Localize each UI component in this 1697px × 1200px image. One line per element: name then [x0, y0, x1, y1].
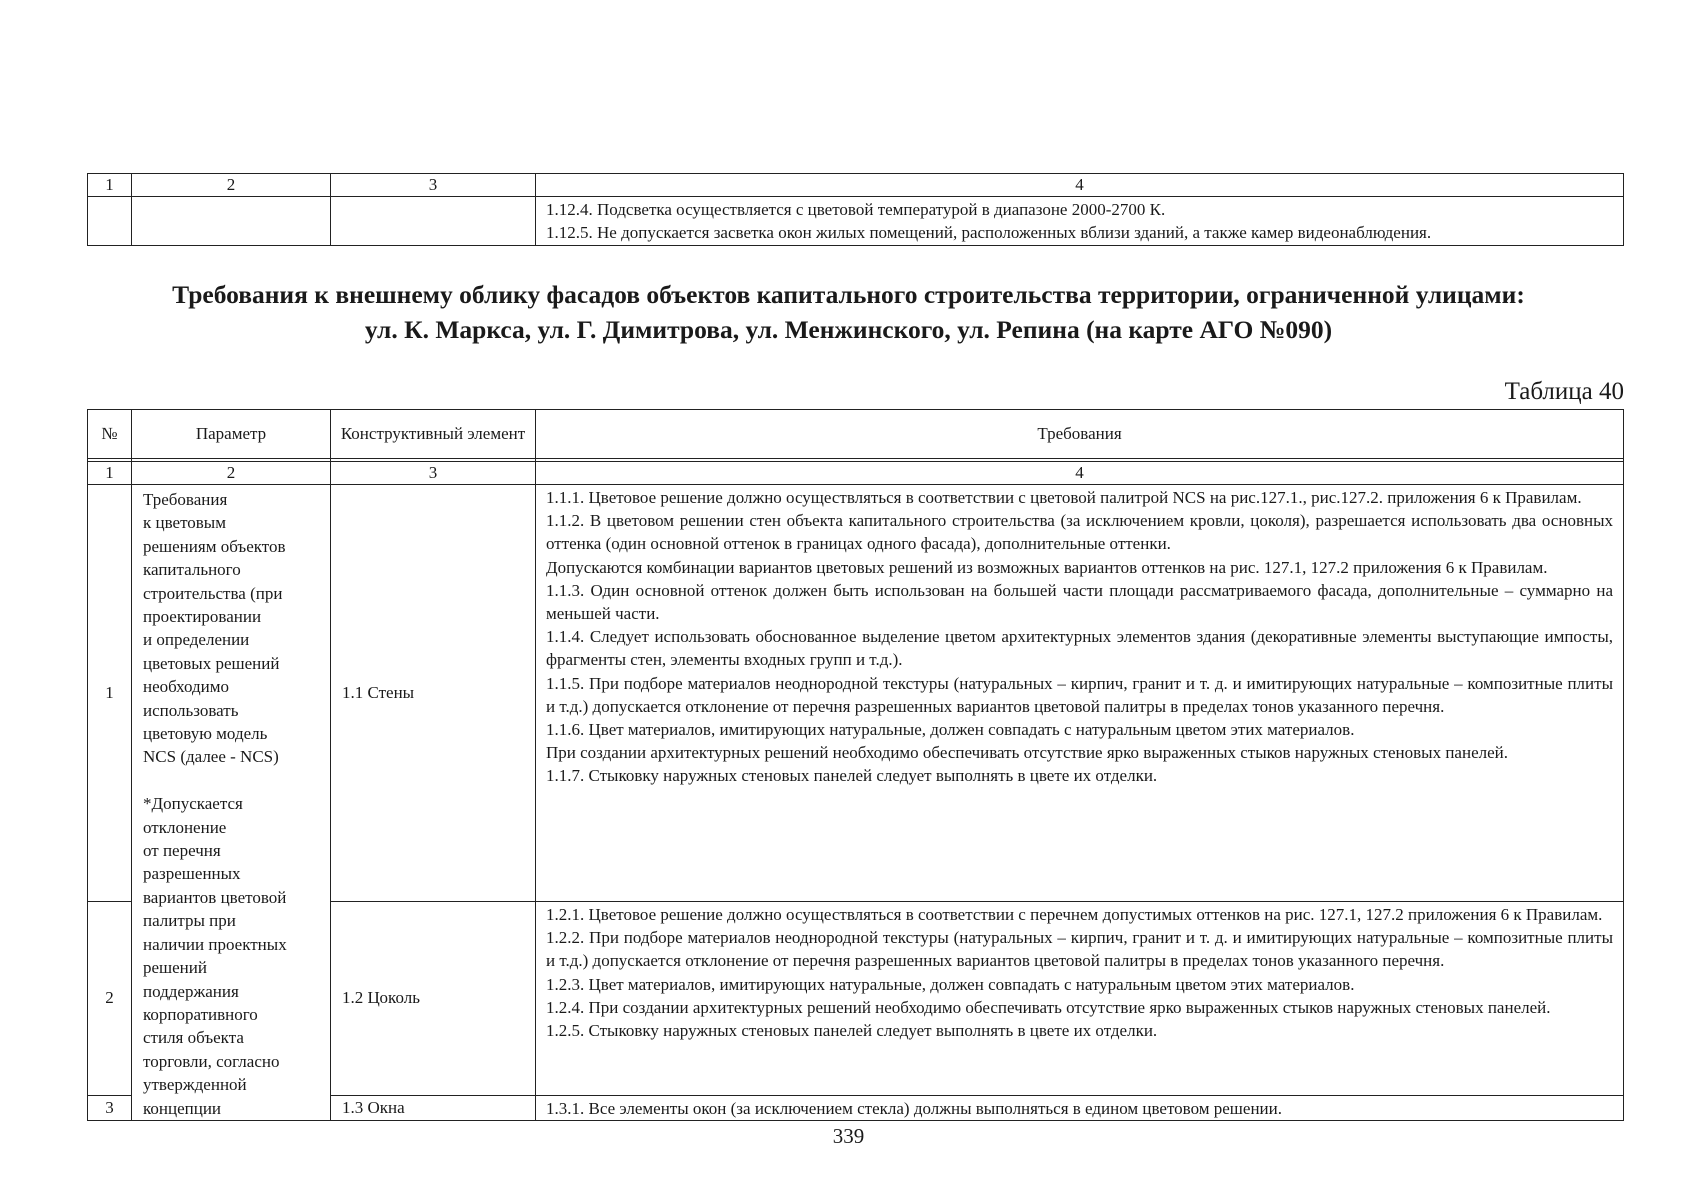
parameter-line: утвержденной: [143, 1075, 247, 1095]
element-cell: 1.2 Цоколь: [331, 902, 536, 1096]
parameter-text: [143, 488, 322, 1120]
column-number: 1: [88, 462, 132, 485]
header-row: [88, 410, 1624, 459]
requirement-line: 1.12.4. Подсветка осуществляется с цветовой температурой в диапазоне 2000-2700 К.: [546, 200, 1166, 219]
row-number: 2: [88, 902, 132, 1096]
parameter-line: торговли, согласно: [143, 1051, 280, 1071]
column-number: 3: [331, 174, 536, 197]
empty-cell: [88, 197, 132, 246]
requirements-cell: [536, 1095, 1624, 1120]
parameter-line: от перечня: [143, 841, 221, 861]
requirement-paragraph: При создании архитектурных решений необходимо обеспечивать отсутствие ярко выраженных стыков наружных стеновых панелей.: [546, 743, 1508, 763]
heading-line-1: Требования к внешнему облику фасадов объектов капитального строительства территории, ограниченной улицами:: [172, 280, 1525, 309]
requirements-table: [87, 409, 1624, 1121]
continuation-table: [87, 173, 1624, 246]
requirement-paragraph: 1.1.3. Один основной оттенок должен быть использован на большей части площади рассматриваемого фасада, дополнительные – суммарно на меньшей части.: [546, 580, 1613, 624]
parameter-line: корпоративного: [143, 1004, 258, 1024]
table-caption: Таблица 40: [1504, 378, 1624, 405]
requirements-cell: [536, 902, 1624, 1096]
row-number: 1: [88, 485, 132, 902]
column-number-row: [88, 174, 1624, 197]
requirements-list: [546, 1097, 1613, 1120]
parameter-line: разрешенных: [143, 864, 241, 884]
page-number: 339: [832, 1124, 865, 1148]
requirement-paragraph: 1.1.1. Цветовое решение должно осуществляться в соответствии с цветовой палитрой NCS на рис.127.1., рис.127.2. приложения 6 к Правилам.: [546, 488, 1582, 507]
row-number: 3: [88, 1095, 132, 1120]
requirement-paragraph: 1.3.1. Все элементы окон (за исключением стекла) должны выполняться в едином цветовом решении.: [546, 1098, 1282, 1118]
parameter-line: *Допускается: [143, 794, 243, 814]
parameter-line: [143, 769, 322, 792]
column-number: 4: [536, 462, 1624, 485]
header-param: Параметр: [132, 410, 331, 459]
column-number: 4: [536, 174, 1624, 197]
parameter-line: Требования: [143, 490, 228, 509]
parameter-line: проектировании: [143, 607, 262, 627]
heading-line-2: ул. К. Маркса, ул. Г. Димитрова, ул. Менжинского, ул. Репина (на карте АГО №090): [364, 315, 1333, 344]
requirements-cell: [536, 485, 1624, 902]
element-cell: 1.3 Окна: [331, 1095, 536, 1120]
requirement-paragraph: 1.2.4. При создании архитектурных решений необходимо обеспечивать отсутствие ярко выраженных стыков наружных стеновых панелей.: [546, 997, 1551, 1017]
parameter-line: NCS (далее - NCS): [143, 747, 279, 767]
header-no: №: [88, 410, 132, 459]
empty-cell: [132, 197, 331, 246]
requirements-list: [546, 903, 1613, 1042]
column-number: 3: [331, 462, 536, 485]
requirement-paragraph: 1.2.5. Стыковку наружных стеновых панелей следует выполнять в цвете их отделки.: [546, 1021, 1158, 1041]
parameter-line: строительства (при: [143, 583, 283, 603]
requirement-paragraph: 1.1.6. Цвет материалов, имитирующих натуральные, должен совпадать с натуральным цветом этих материалов.: [546, 720, 1355, 740]
parameter-line: и определении: [143, 630, 250, 650]
requirement-paragraph: 1.2.2. При подборе материалов неоднородной текстуры (натуральных – кирпич, гранит и т. д. и имитирующих натуральные – композитные плиты и т.д.) допускается отклонение от перечня разрешенных вариантов цветовой палитры в пределах тонов указанного перечня.: [546, 928, 1613, 971]
requirement-paragraph: 1.2.3. Цвет материалов, имитирующих натуральные, должен совпадать с натуральным цветом этих материалов.: [546, 974, 1355, 994]
parameter-line: отклонение: [143, 817, 227, 837]
requirement-paragraph: Допускаются комбинации вариантов цветовых решений из возможных вариантов оттенков на рис. 127.1, 127.2 приложения 6 к Правилам.: [546, 557, 1548, 577]
parameter-line: поддержания: [143, 981, 239, 1001]
element-cell: 1.1 Стены: [331, 485, 536, 902]
parameter-line: цветовую модель: [143, 724, 268, 744]
section-heading: [0, 277, 1697, 347]
parameter-line: необходимо: [143, 677, 230, 697]
parameter-line: концепции: [143, 1098, 222, 1118]
table-row: [88, 485, 1624, 902]
header-requirements: Требования: [536, 410, 1624, 459]
column-number: 1: [88, 174, 132, 197]
parameter-line: стиля объекта: [143, 1028, 244, 1048]
parameter-line: решений: [143, 958, 207, 978]
parameter-line: наличии проектных: [143, 934, 287, 954]
requirement-paragraph: 1.1.7. Стыковку наружных стеновых панелей следует выполнять в цвете их отделки.: [546, 766, 1158, 786]
requirements-list: [546, 486, 1613, 788]
requirement-paragraph: 1.1.4. Следует использовать обоснованное выделение цветом архитектурных элементов здания (декоративные элементы выступающие импосты, фрагменты стен, элементы входных групп и т.д.).: [546, 627, 1613, 670]
column-number: 2: [132, 174, 331, 197]
requirement-paragraph: 1.2.1. Цветовое решение должно осуществляться в соответствии с перечнем допустимых оттенков на рис. 127.1, 127.2 приложения 6 к Правилам.: [546, 905, 1603, 924]
parameter-line: к цветовым: [143, 513, 226, 533]
parameter-line: палитры при: [143, 911, 236, 931]
requirement-line: 1.12.5. Не допускается засветка окон жилых помещений, расположенных вблизи зданий, а также камер видеонаблюдения.: [546, 223, 1432, 242]
header-element: Конструктивный элемент: [331, 410, 536, 459]
parameter-line: капитального: [143, 560, 241, 580]
parameter-cell: [132, 485, 331, 1121]
empty-cell: [331, 197, 536, 246]
parameter-line: цветовых решений: [143, 653, 280, 673]
requirement-paragraph: 1.1.5. При подборе материалов неоднородной текстуры (натуральных – кирпич, гранит и т. д. и имитирующих натуральные – композитные плиты и т.д.) допускается отклонение от перечня разрешенных вариантов цветовой палитры в пределах тонов указанного перечня.: [546, 673, 1613, 716]
parameter-line: решениям объектов: [143, 536, 286, 556]
parameter-line: использовать: [143, 700, 239, 720]
column-number: 2: [132, 462, 331, 485]
table-row: [88, 197, 1624, 246]
column-number-row: [88, 462, 1624, 485]
parameter-line: вариантов цветовой: [143, 887, 287, 907]
requirements-cell: [536, 197, 1624, 246]
requirement-paragraph: 1.1.2. В цветовом решении стен объекта капитального строительства (за исключением кровли, цоколя), разрешается использовать два основных оттенка (один основной оттенок в границах одного фасада), дополнительные оттенки.: [546, 511, 1613, 554]
